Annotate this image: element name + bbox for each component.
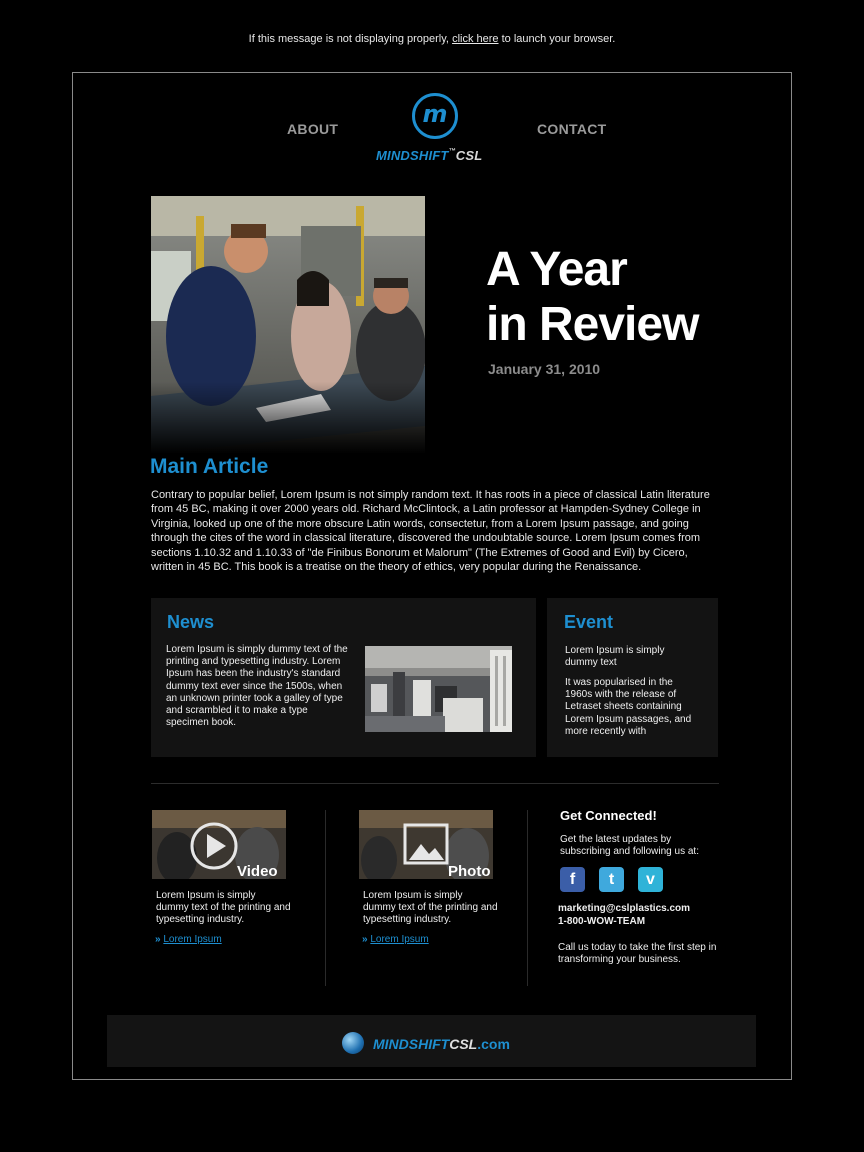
chevron-right-icon: » [155, 934, 161, 945]
get-connected-subtitle: Get the latest updates by subscribing and following us at: [560, 834, 699, 858]
trademark-mark: ™ [448, 148, 456, 155]
event-para1: Lorem Ipsum is simply dummy text [565, 645, 665, 669]
facebook-icon[interactable]: f [560, 867, 585, 892]
main-article-title: Main Article [150, 455, 269, 478]
hero-title-line2: in Review [486, 298, 699, 351]
main-article-body: Contrary to popular belief, Lorem Ipsum is not simply random text. It has roots in a piece of classical Latin literature from 45 BC, making it over 2000 years old. Richard McClintock, a Latin professor at Hampden-Sydney College in Virginia, looked up one of the more obscure Latin words, consectetur, from a Lorem Ipsum passage, and going through the cites of the word in classical literature, discovered the undoubtable source. Lorem Ipsum comes from sections 1.10.32 and 1.10.33 of "de Finibus Bonorum et Malorum" (The Extremes of Good and Evil) by Cicero, written in 45 BC. This book is a treatise on the theory of ethics, very popular during the Renaissance. [151, 489, 710, 574]
hero-photo [151, 196, 425, 454]
contact-email[interactable]: marketing@cslplastics.com [558, 903, 691, 914]
event-para2: It was popularised in the 1960s with the release of Letraset sheets containing Lorem Ipsum passages, and more recently with [565, 677, 692, 737]
video-label: Video [237, 863, 278, 880]
logo-letter: m [422, 100, 448, 128]
column-divider [325, 810, 326, 986]
click-here-link[interactable]: click here [452, 33, 499, 45]
column-divider [527, 810, 528, 986]
video-more-link[interactable]: Lorem Ipsum [163, 934, 222, 945]
nav-about-link[interactable]: ABOUT [287, 121, 339, 137]
chevron-right-icon: » [362, 934, 368, 945]
preheader-text: If this message is not displaying properly, [248, 33, 449, 45]
contact-phone[interactable]: 1-800-WOW-TEAM [558, 916, 646, 927]
contact-cta: Call us today to take the first step in transforming your business. [558, 942, 717, 966]
footer-brand-blue: MINDSHIFT [373, 1036, 450, 1052]
vimeo-icon[interactable]: v [638, 867, 663, 892]
hero-title [486, 242, 698, 352]
news-city-image [365, 646, 512, 732]
photo-label: Photo [448, 863, 491, 880]
news-title: News [167, 612, 215, 632]
hero-date: January 31, 2010 [488, 361, 601, 377]
brand-wordmark[interactable] [376, 148, 500, 163]
get-connected-title: Get Connected! [560, 808, 657, 823]
video-link-row[interactable] [155, 934, 222, 945]
photo-description: Lorem Ipsum is simply dummy text of the printing and typesetting industry. [363, 890, 498, 926]
hero-photo-illustration [151, 196, 425, 454]
event-title: Event [564, 612, 614, 632]
brand-name-gray: CSL [455, 148, 483, 163]
preheader [0, 33, 864, 45]
news-body: Lorem Ipsum is simply dummy text of the printing and typesetting industry. Lorem Ipsum has been the industry's standard dummy text ever since the 1500s, when an unknown printer took a galley of type and scrambled it to make a type specimen book. [166, 644, 348, 729]
footer-brand-link[interactable] [373, 1036, 510, 1052]
nav-contact-link[interactable]: CONTACT [537, 121, 607, 137]
twitter-icon[interactable]: t [599, 867, 624, 892]
preheader-text-after: to launch your browser. [501, 33, 616, 45]
section-divider [151, 783, 719, 784]
city-skyline-illustration [365, 646, 512, 732]
photo-link-row[interactable] [362, 934, 429, 945]
hero-title-line1: A Year [486, 243, 627, 296]
video-description: Lorem Ipsum is simply dummy text of the printing and typesetting industry. [156, 890, 291, 926]
globe-icon [342, 1032, 364, 1054]
footer-brand-domain: .com [477, 1036, 510, 1052]
footer-brand-gray: CSL [449, 1036, 478, 1052]
photo-more-link[interactable]: Lorem Ipsum [370, 934, 429, 945]
brand-name-blue: MINDSHIFT [376, 148, 449, 163]
